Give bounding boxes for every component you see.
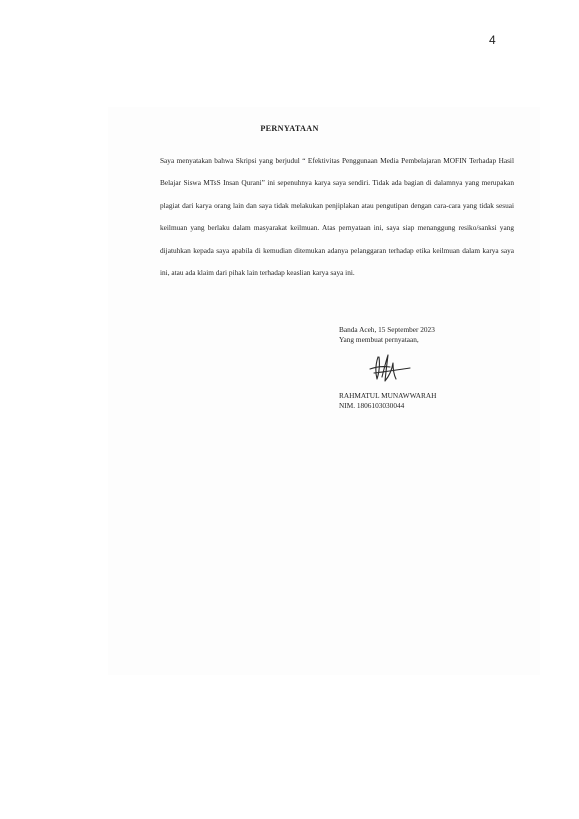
statement-paragraph: Saya menyatakan bahwa Skripsi yang berjudul “ Efektivitas Penggunaan Media Pembelajaran MOFIN Terhadap Hasil Belajar Siswa MTsS Insan Qurani” ini sepenuhnya karya saya sendiri. Tidak ada bagian di dalamnya yang merupakan plagiat dari karya orang lain dan saya tidak melakukan penjiplakan atau pengutipan dengan cara-cara yang tidak sesuai keilmuan yang berlaku dalam masyarakat keilmuan. Atas pernyataan ini, saya siap menanggung resiko/sanksi yang dijatuhkan kepada saya apabila di kemudian ditemukan adanya pelanggaran terhadap etika keilmuan dalam karya saya ini, atau ada klaim dari pihak lain terhadap keaslian karya saya ini.	[160, 156, 514, 278]
handwritten-signature-icon	[366, 351, 412, 385]
document-title: PERNYATAAN	[260, 124, 319, 133]
place-date: Banda Aceh, 15 September 2023	[339, 325, 435, 334]
page-number: 4	[489, 33, 496, 47]
signer-nim: NIM. 1806103030044	[339, 400, 405, 410]
signature-header	[339, 325, 435, 344]
maker-label: Yang membuat pernyataan,	[339, 334, 419, 344]
signer-name: RAHMATUL MUNAWWARAH	[339, 391, 437, 400]
signer-block	[339, 391, 436, 410]
